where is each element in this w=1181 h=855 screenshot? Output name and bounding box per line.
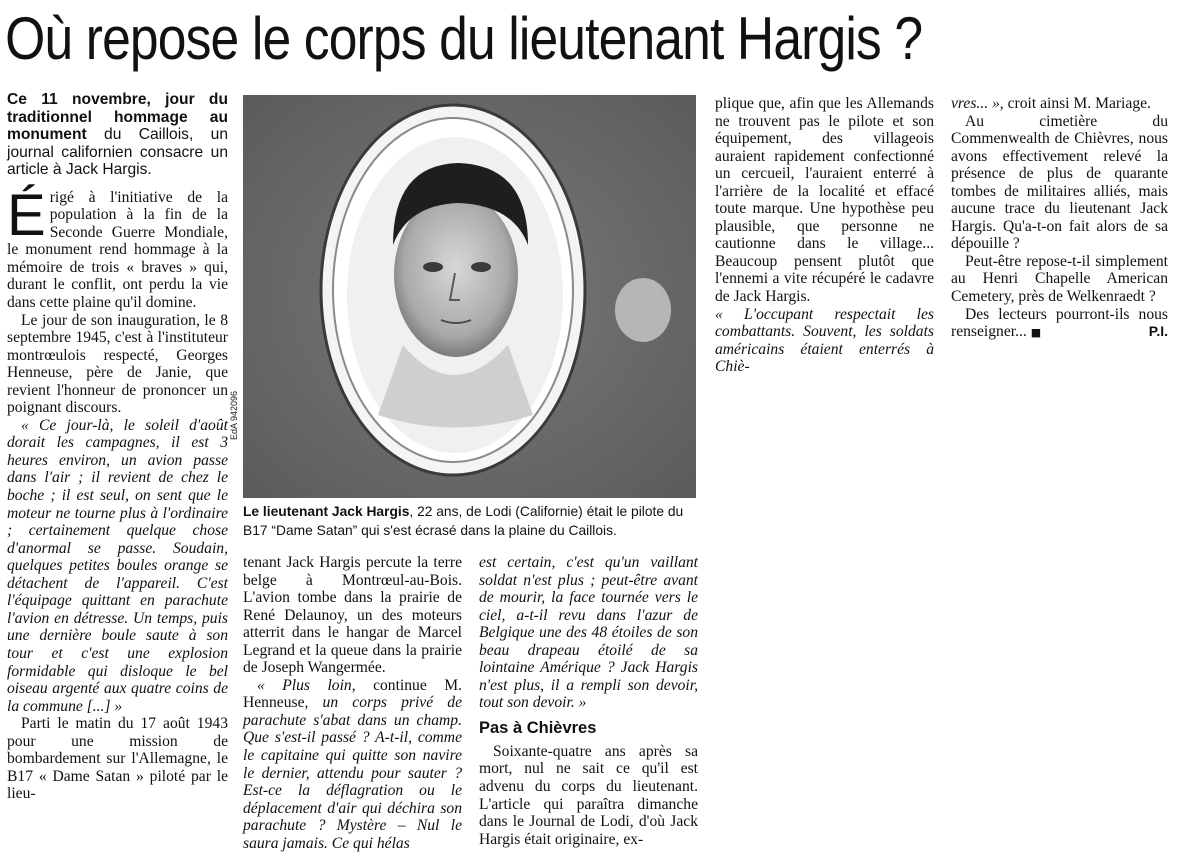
- lede-bold: Ce 11 novembre, jour du traditionnel hommage au monument: [7, 91, 228, 144]
- article-paragraph: Parti le matin du 17 août 1943 pour une mission de bombardement sur l'Allemagne, le B17 « Dame Satan » piloté par le lieu-: [7, 715, 228, 803]
- photo-credit: EdA 942096: [229, 390, 239, 440]
- quote-paragraph: « L'occupant respectait les combattants. Souvent, les soldats américains étaient enterrés à Chiè-: [715, 305, 934, 376]
- column-2: [243, 554, 462, 852]
- article-paragraph: plique que, afin que les Allemands ne trouvent pas le pilote et son équipement, des villageois auraient rapidement confectionné un cercueil, l'auraient enterré à l'arrière de la localité et effacé toute marque. Une hypothèse peu plausible, que personne ne cautionne dans le village... Beaucoup pensent plutôt que l'ennemi a vite récupéré le cadavre de Jack Hargis.: [715, 95, 934, 306]
- drop-cap: É: [7, 182, 46, 248]
- photo-caption: [243, 502, 698, 540]
- quote-paragraph: « Plus loin, continue M. Henneuse, un corps privé de parachute s'abat dans un champ. Que s'est-il passé ? A-t-il, comme le capitaine qui quitte son navire le dernier, attendu pour sauter ? Est-ce la déflagration ou le déplacement d'air qui déchira son parachute ? Mystère – Nul le saura jamais. Ce qui hélas: [243, 676, 463, 852]
- article-paragraph: Peut-être repose-t-il simplement au Henri Chapelle American Cemetery, près de Welkenraedt ?: [951, 252, 1168, 306]
- lede-rest: du Caillois, un journal californien consacre un article à Jack Hargis.: [7, 126, 228, 179]
- article-paragraph: tenant Jack Hargis percute la terre belge à Montrœul-au-Bois. L'avion tombe dans la prairie de René Delaunoy, un des moteurs atterrit dans le hangar de Marcel Legrand et la queue dans la prairie de Joseph Wangermée.: [243, 554, 462, 677]
- article-paragraph: Érigé à l'initiative de la population à la fin de la Seconde Guerre Mondiale, le monument rend hommage à la mémoire de trois « braves » qui, durant le conflit, ont perdu la vie dans cette plaine qu'il domine.: [7, 182, 228, 312]
- author-signature: P.I.: [1148, 323, 1168, 340]
- article-paragraph: Des lecteurs pourront-ils nous renseigner... ■ P.I.: [951, 305, 1168, 341]
- column-4: [715, 95, 934, 376]
- column-5: [951, 95, 1168, 342]
- end-mark: ■: [1030, 326, 1042, 340]
- portrait-photo: [243, 95, 696, 498]
- caption-bold: Le lieutenant Jack Hargis: [243, 504, 410, 519]
- column-3: [479, 554, 698, 848]
- caption-rest: , 22 ans, de Lodi (Californie) était le pilote du B17 “Dame Satan” qui s'est écrasé dans la plaine du Caillois.: [243, 504, 684, 538]
- quote-paragraph: « Ce jour-là, le soleil d'août dorait les campagnes, il est 3 heures environ, un avion passe dans l'air ; il revient de chez le boche ; il est seul, on sent que le moteur ne tourne plus à l'ordinaire ; certainement quelque chose d'anormal se passe. Soudain, quelques petites boules orange se détachent de l'appareil. C'est l'équipage quittant en parachute l'avion en détresse. Un temps, puis une dernière boule saute à son tour et c'est une explosion formidable qui disloque le bel oiseau argenté aux quatre coins de la commune [...] »: [7, 416, 228, 715]
- subheading: Pas à Chièvres: [479, 718, 597, 737]
- article-paragraph: Le jour de son inauguration, le 8 septembre 1945, c'est à l'instituteur montrœulois respecté, Georges Henneuse, père de Janie, que revient l'honneur de prononcer un poignant discours.: [7, 311, 228, 417]
- headline: Où repose le corps du lieutenant Hargis ?: [5, 5, 923, 72]
- lede: [7, 91, 228, 179]
- article-paragraph: vres... », croit ainsi M. Mariage.: [951, 95, 1151, 112]
- quote-paragraph: est certain, c'est qu'un vaillant soldat n'est plus ; peut-être avant de mourir, la face tournée vers le ciel, a-t-il revu dans l'azur de Belgique une des 48 étoiles de son beau drapeau étoilé de sa lointaine Amérique ? Jack Hargis n'est plus, il a rempli son devoir, tout son devoir. »: [479, 554, 698, 712]
- article-paragraph: Soixante-quatre ans après sa mort, nul ne sait ce qu'il est advenu du corps du lieutenant. L'article qui paraîtra dimanche dans le Journal de Lodi, d'où Jack Hargis était originaire, ex-: [479, 742, 698, 848]
- column-1: [7, 91, 228, 803]
- article-paragraph: Au cimetière du Commenwealth de Chièvres, nous avons effectivement relevé la présence de plus de quarante tombes de militaires alliés, mais aucune trace du lieutenant Jack Hargis. Qu'a-t-on fait alors de sa dépouille ?: [951, 112, 1168, 253]
